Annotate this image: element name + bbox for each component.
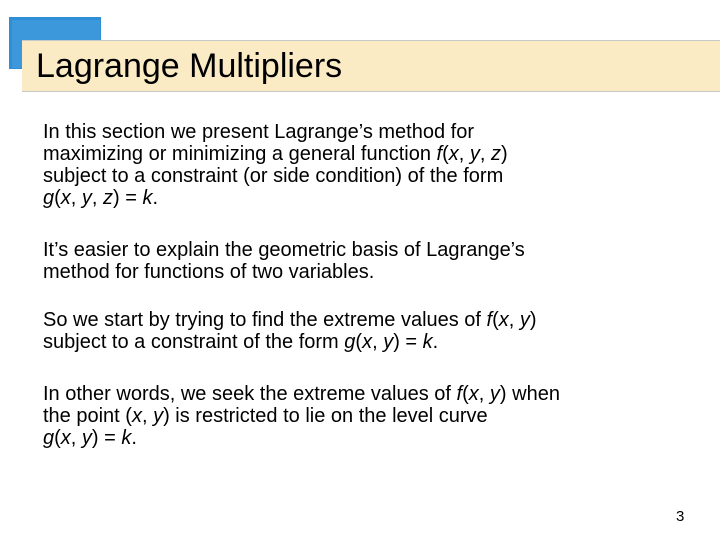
text-run: the point ( xyxy=(43,405,132,427)
page-number: 3 xyxy=(676,508,685,525)
math-variable: f xyxy=(486,309,493,331)
text-run: , xyxy=(479,143,491,165)
paragraph-lagrange-method xyxy=(43,121,683,209)
paragraph-line xyxy=(43,309,683,331)
math-variable: z xyxy=(103,187,114,209)
paragraph-line xyxy=(43,405,683,427)
math-variable: k xyxy=(121,427,132,449)
text-run: ) when xyxy=(499,383,560,405)
text-run: ( xyxy=(355,331,363,353)
math-variable: k xyxy=(422,331,433,353)
math-variable: y xyxy=(81,427,92,449)
paragraph-line xyxy=(43,239,683,261)
text-run: In this section we present Lagrange’s method for xyxy=(43,121,474,143)
math-variable: x xyxy=(468,383,479,405)
text-run: ) = xyxy=(113,187,143,209)
text-run: ( xyxy=(54,187,61,209)
slide-title: Lagrange Multipliers xyxy=(36,47,343,85)
math-variable: f xyxy=(456,383,463,405)
math-variable: x xyxy=(498,309,509,331)
text-run: , xyxy=(70,427,82,449)
math-variable: g xyxy=(344,331,356,353)
math-variable: z xyxy=(490,143,501,165)
math-variable: x xyxy=(131,405,142,427)
text-run: , xyxy=(91,187,104,209)
text-run: maximizing or minimizing a general function xyxy=(43,143,437,165)
math-variable: k xyxy=(142,187,153,209)
text-run: . xyxy=(432,331,439,353)
math-variable: y xyxy=(469,143,480,165)
text-run: , xyxy=(372,331,384,353)
text-run: , xyxy=(508,309,520,331)
paragraph-level-curve xyxy=(43,383,683,449)
paragraph-line xyxy=(43,165,683,187)
text-run: ) = xyxy=(393,331,423,353)
text-run: ( xyxy=(462,383,469,405)
paragraph-geometric-basis xyxy=(43,239,683,283)
paragraph-line xyxy=(43,187,683,209)
paragraph-line xyxy=(43,121,683,143)
text-run: In other words, we seek the extreme values of xyxy=(43,383,457,405)
text-run: , xyxy=(141,405,154,427)
math-variable: y xyxy=(489,383,500,405)
math-variable: y xyxy=(383,331,394,353)
text-run: ) = xyxy=(91,427,122,449)
text-run: method for functions of two variables. xyxy=(43,261,375,283)
text-run: , xyxy=(70,187,82,209)
text-run: , xyxy=(478,383,490,405)
math-variable: x xyxy=(362,331,373,353)
math-variable: x xyxy=(448,143,459,165)
text-run: , xyxy=(458,143,470,165)
paragraph-line xyxy=(43,331,683,353)
text-run: So we start by trying to find the extreme values of xyxy=(43,309,487,331)
paragraph-line xyxy=(43,427,683,449)
slide-body xyxy=(43,121,683,473)
math-variable: x xyxy=(60,187,71,209)
text-run: . xyxy=(152,187,159,209)
text-run: ) xyxy=(529,309,537,331)
math-variable: g xyxy=(43,187,55,209)
math-variable: y xyxy=(519,309,530,331)
math-variable: y xyxy=(153,405,164,427)
math-variable: f xyxy=(436,143,443,165)
text-run: ( xyxy=(54,427,61,449)
paragraph-line xyxy=(43,383,683,405)
math-variable: g xyxy=(43,427,55,449)
text-run: ) is restricted to lie on the level curve xyxy=(163,405,488,427)
text-run: ) xyxy=(500,143,508,165)
text-run: ( xyxy=(442,143,449,165)
paragraph-line xyxy=(43,261,683,283)
math-variable: x xyxy=(60,427,71,449)
text-run: It’s easier to explain the geometric basis of Lagrange’s xyxy=(43,239,525,261)
paragraph-line xyxy=(43,143,683,165)
text-run: ( xyxy=(492,309,499,331)
paragraph-two-variable-case xyxy=(43,309,683,353)
text-run: . xyxy=(131,427,137,449)
text-run: subject to a constraint (or side condition) of the form xyxy=(43,165,504,187)
math-variable: y xyxy=(81,187,92,209)
text-run: subject to a constraint of the form xyxy=(43,331,345,353)
